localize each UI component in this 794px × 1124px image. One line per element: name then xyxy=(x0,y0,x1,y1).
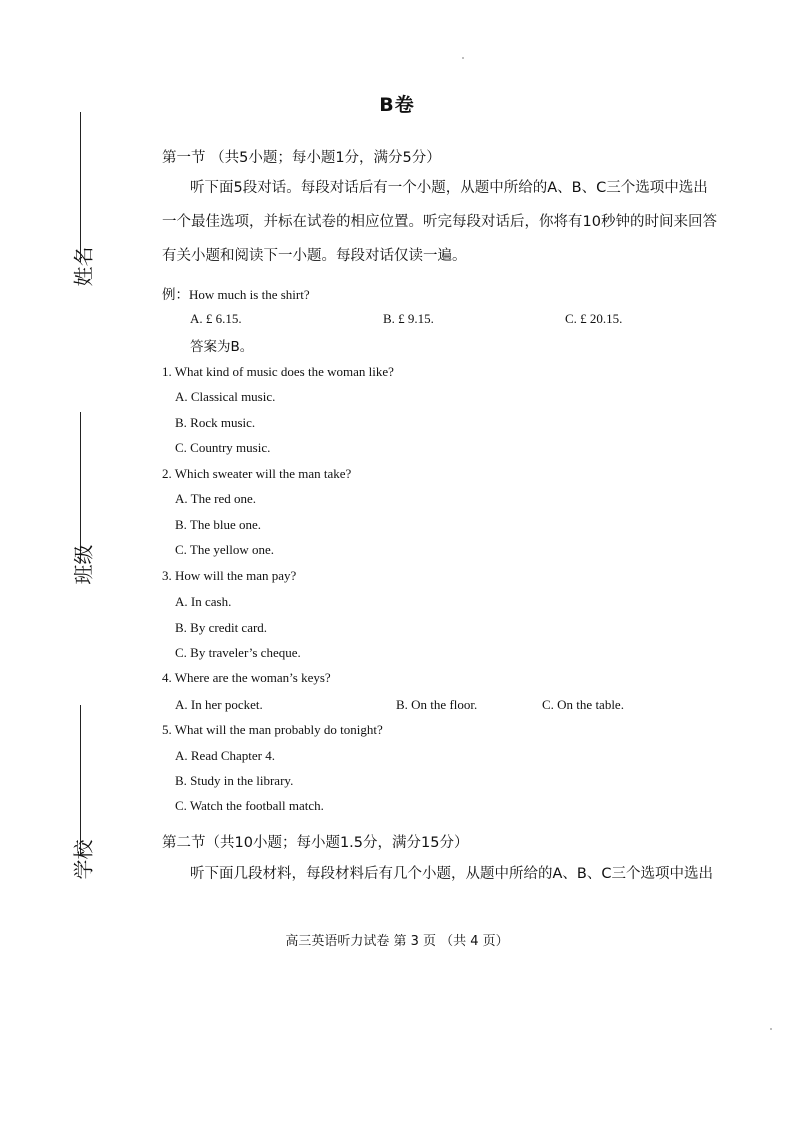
question-3-option-c: C. By traveler’s cheque. xyxy=(175,645,301,660)
example-question: How much is the shirt? xyxy=(189,287,310,302)
name-underline xyxy=(80,112,81,262)
question-3-stem: 3. How will the man pay? xyxy=(162,568,297,583)
question-2-option-b: B. The blue one. xyxy=(175,517,262,532)
section1-instruction-line: 有关小题和阅读下一小题。每段对话仅读一遍。 xyxy=(162,248,467,264)
page-title: B卷 xyxy=(379,94,415,116)
question-5-option-b: B. Study in the library. xyxy=(175,773,294,788)
section1-instruction-line: 一个最佳选项，并标在试卷的相应位置。听完每段对话后，你将有10秒钟的时间来回答 xyxy=(162,214,717,230)
section2-instructions xyxy=(162,857,742,891)
class-field-label: 班级 xyxy=(71,544,96,585)
question-5-option-a: A. Read Chapter 4. xyxy=(175,748,276,763)
class-underline xyxy=(80,412,81,562)
scan-speck xyxy=(462,57,464,59)
example-answer: 答案为B。 xyxy=(190,339,254,355)
question-4-option-a: A. In her pocket. xyxy=(175,697,263,712)
section2-instruction-line: 听下面几段材料，每段材料后有几个小题，从题中所给的A、B、C三个选项中选出 xyxy=(190,866,713,882)
question-2-option-c: C. The yellow one. xyxy=(175,542,275,557)
question-3-option-a: A. In cash. xyxy=(175,594,232,609)
question-2-option-a: A. The red one. xyxy=(175,491,256,506)
section1-instruction-line: 听下面5段对话。每段对话后有一个小题，从题中所给的A、B、C三个选项中选出 xyxy=(190,180,708,196)
example-option-c: C. £ 20.15. xyxy=(565,311,623,326)
question-4-option-c: C. On the table. xyxy=(542,697,624,712)
question-1-option-b: B. Rock music. xyxy=(175,415,256,430)
school-field-label: 学校 xyxy=(71,839,96,880)
question-5-option-c: C. Watch the football match. xyxy=(175,798,324,813)
example-label: 例： xyxy=(162,287,189,303)
section1-instructions xyxy=(162,171,742,273)
section1-heading: 第一节 （共5小题；每小题1分，满分5分） xyxy=(162,150,441,166)
school-underline xyxy=(80,705,81,855)
example-option-a: A. £ 6.15. xyxy=(190,311,242,326)
example-row xyxy=(162,283,310,303)
question-4-stem: 4. Where are the woman’s keys? xyxy=(162,670,331,685)
question-1-stem: 1. What kind of music does the woman like? xyxy=(162,364,394,379)
section2-heading: 第二节（共10小题；每小题1.5分，满分15分） xyxy=(162,835,469,851)
question-2-stem: 2. Which sweater will the man take? xyxy=(162,466,352,481)
page-footer: 高三英语听力试卷 第 3 页 （共 4 页） xyxy=(285,934,509,949)
question-1-option-c: C. Country music. xyxy=(175,440,271,455)
question-3-option-b: B. By credit card. xyxy=(175,620,268,635)
question-5-stem: 5. What will the man probably do tonight? xyxy=(162,722,383,737)
question-4-option-b: B. On the floor. xyxy=(396,697,478,712)
name-field-label: 姓名 xyxy=(71,246,96,287)
question-1-option-a: A. Classical music. xyxy=(175,389,276,404)
scan-speck xyxy=(770,1028,772,1030)
example-option-b: B. £ 9.15. xyxy=(383,311,434,326)
